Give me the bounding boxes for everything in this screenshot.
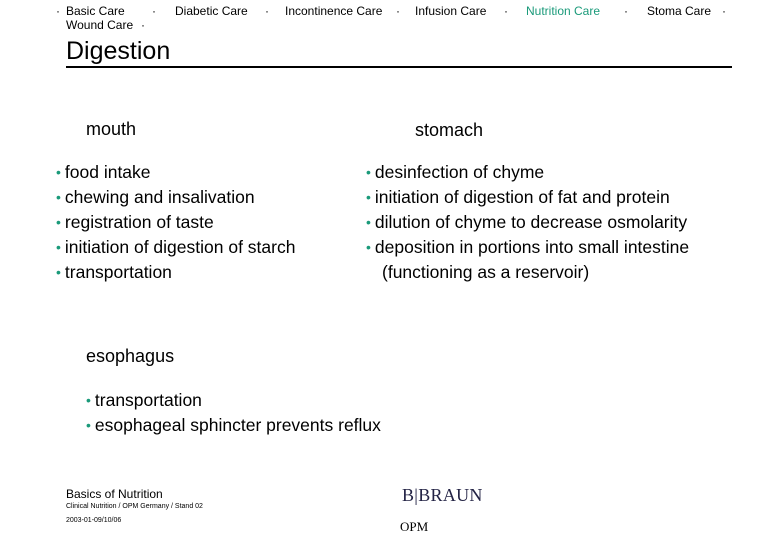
footer-date: 2003-01-09/10/06 — [66, 517, 122, 524]
nav-separator: · — [152, 4, 156, 18]
nav-separator: · — [504, 4, 508, 18]
nav-stoma-care[interactable]: Stoma Care — [647, 4, 712, 18]
list-item: • initiation of digestion of fat and protein — [366, 187, 670, 207]
nav-separator: · — [624, 4, 628, 18]
page-title: Digestion — [66, 37, 171, 65]
nav-separator: · — [396, 4, 400, 18]
nav-diabetic-care[interactable]: Diabetic Care — [175, 4, 248, 18]
brand-sub: OPM — [400, 519, 429, 534]
nav-infusion-care[interactable]: Infusion Care — [415, 4, 487, 18]
title-divider — [66, 66, 732, 68]
list-item: • chewing and insalivation — [56, 187, 255, 207]
list-item-continuation: (functioning as a reservoir) — [382, 262, 590, 282]
nav-nutrition-care[interactable]: Nutrition Care — [526, 4, 601, 18]
footer-subtitle: Clinical Nutrition / OPM Germany / Stand 02 — [66, 503, 203, 510]
mouth-heading: mouth — [86, 119, 137, 139]
nav-wound-care[interactable]: Wound Care — [66, 18, 134, 32]
nav-basic-care[interactable]: Basic Care — [66, 4, 125, 18]
nav-separator: · — [141, 18, 145, 32]
list-item: • initiation of digestion of starch — [56, 237, 296, 257]
list-item: • desinfection of chyme — [366, 162, 545, 182]
list-item: • transportation — [56, 262, 172, 282]
nav-separator: · — [265, 4, 269, 18]
list-item: • deposition in portions into small intestine — [366, 237, 690, 257]
list-item: • dilution of chyme to decrease osmolarity — [366, 212, 688, 232]
list-item: • registration of taste — [56, 212, 214, 232]
footer-title: Basics of Nutrition — [66, 487, 163, 501]
esophagus-heading: esophagus — [86, 346, 175, 366]
list-item: • transportation — [86, 390, 202, 410]
brand-logo: B|BRAUN — [402, 485, 483, 505]
nav-separator: · — [722, 4, 726, 18]
nav-incontinence-care[interactable]: Incontinence Care — [285, 4, 383, 18]
stomach-heading: stomach — [415, 120, 484, 140]
mouth-list — [56, 160, 295, 285]
list-item: • food intake — [56, 162, 151, 182]
stomach-list — [366, 160, 689, 284]
nav-separator: · — [56, 4, 60, 18]
list-item: • esophageal sphincter prevents reflux — [86, 415, 381, 435]
esophagus-list — [86, 388, 381, 438]
